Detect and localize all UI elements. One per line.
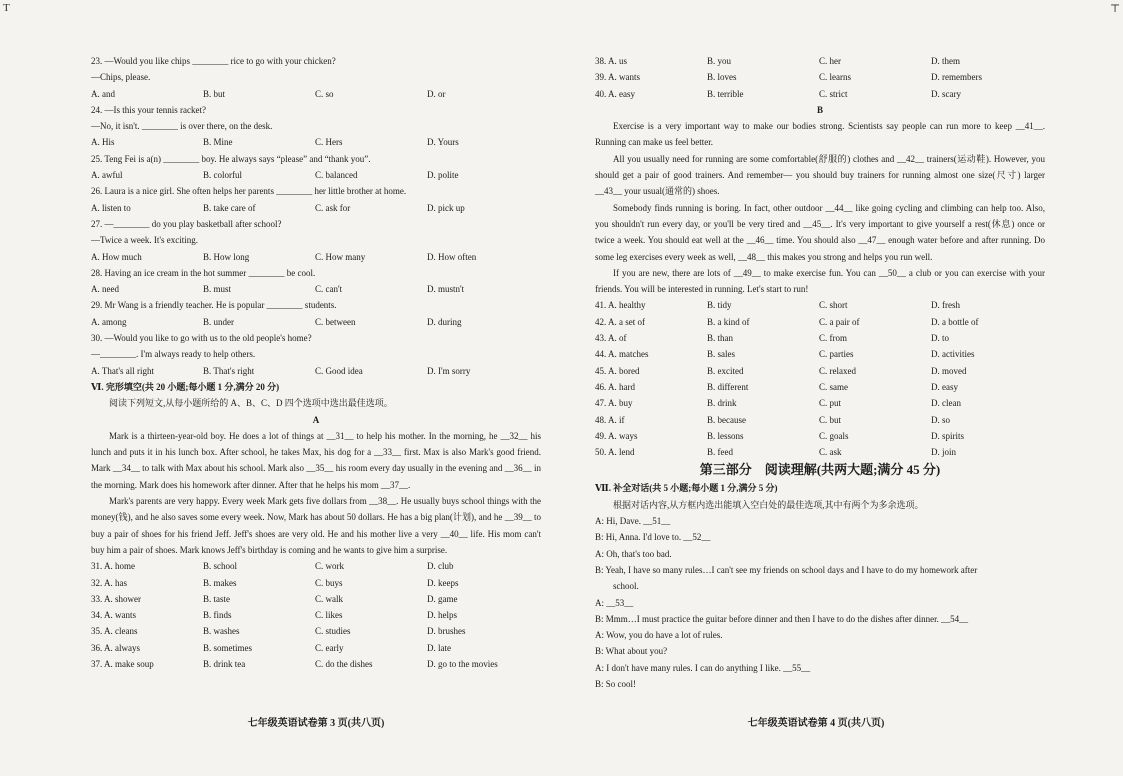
passage-label: A [312,414,320,425]
footer-right: 七年级英语试卷第 4 页(共八页) [747,718,885,729]
option-row [91,200,541,216]
option: C. buys [315,577,343,588]
paragraph: Mark's parents are very happy. Every week Mark gets five dollars from __38__. He usually buys school things with the money(钱), and he also saves some every week. Now, Mark has about 50 dollars. He has a big plan(计划), and he __39__ to buy a pair of shoes for his friend Jeff. Jeff's shoes are very old. He and his mother live a very __40__ life. His mom can't buy him a pair of shoes. Mark knows Jeff's birthday is coming and he wants to give him a surprise. [91,496,541,555]
question-line: A: Oh, that's too bad. [595,548,672,559]
option: C. between [315,316,356,327]
option: B. Mine [203,137,233,148]
option-row [91,363,541,379]
option: D. keeps [427,577,459,588]
section-title: Ⅵ. 完形填空(共 20 小题;每小题 1 分,满分 20 分) [91,381,280,392]
option: 33. A. shower [91,593,141,604]
option: B. must [203,284,232,295]
option: B. under [203,316,234,327]
option: 44. A. matches [595,349,649,360]
option: B. feed [707,447,733,458]
question-line: A: Wow, you do have a lot of rules. [595,630,723,641]
option: B. loves [707,72,737,83]
option: C. relaxed [819,365,856,376]
question-line: B: Mmm…I must practice the guitar before dinner and then I have to do the dishes after dinner. __54__ [595,613,969,624]
option: C. early [315,642,344,653]
option: C. short [819,300,848,311]
option: C. ask [819,447,842,458]
option: 34. A. wants [91,610,136,621]
option: D. during [427,316,462,327]
option: C. learns [819,72,851,83]
option: D. remembers [931,72,982,83]
option: A. awful [91,170,123,181]
option: C. Good idea [315,365,363,376]
option: A. and [91,88,115,99]
option: B. different [707,381,749,392]
question-line: 26. Laura is a nice girl. She often helps her parents ________ her little brother at home. [91,186,407,197]
right-page [595,53,1045,692]
option: D. How often [427,251,477,262]
question-line: 28. Having an ice cream in the hot summer ________ be cool. [91,267,316,278]
option: B. drink tea [203,658,246,669]
option: C. can't [315,284,343,295]
option: D. fresh [931,300,960,311]
option: D. polite [427,170,459,181]
left-page [91,53,541,672]
option: C. likes [315,610,343,621]
option: 43. A. of [595,333,627,344]
option: 40. A. easy [595,88,635,99]
option: B. washes [203,626,240,637]
section-title: Ⅶ. 补全对话(共 5 小题;每小题 1 分,满分 5 分) [595,483,778,494]
option: D. a bottle of [931,316,979,327]
option: C. strict [819,88,848,99]
option-row [595,363,1045,379]
option-row [595,379,1045,395]
passage-label: B [816,104,823,115]
question-line: B: What about you? [595,646,668,657]
option: B. makes [203,577,237,588]
paragraph: 根据对话内容,从方框内选出能填入空白处的最佳选项,其中有两个为多余选项。 [613,499,924,510]
option: C. work [315,561,344,572]
option: D. spirits [931,430,965,441]
option: B. but [203,88,226,99]
option: B. excited [707,365,744,376]
option-row [91,134,541,150]
option: 46. A. hard [595,381,635,392]
question-line: —Chips, please. [91,72,151,83]
option-row [91,167,541,183]
question-line: B: Yeah, I have so many rules…I can't see my friends on school days and I have to do my homework after [595,564,978,575]
option-row [91,591,541,607]
option: D. brushes [427,626,466,637]
question-line: school. [595,581,639,592]
option: C. so [315,88,334,99]
option: B. terrible [707,88,744,99]
question-line: 30. —Would you like to go with us to the old people's home? [91,333,312,344]
option: B. take care of [203,202,256,213]
option-row [91,86,541,102]
option: B. tidy [707,300,732,311]
footer-left: 七年级英语试卷第 3 页(共八页) [247,718,385,729]
paragraph: Exercise is a very important way to make our bodies strong. Scientists say people can run more to keep __41__. Running can make us feel better. [595,121,1045,148]
option: C. ask for [315,202,351,213]
option: D. so [931,414,951,425]
option: 39. A. wants [595,72,640,83]
option: A. How much [91,251,142,262]
question-line: —No, it isn't. ________ is over there, on the desk. [91,121,273,132]
option: B. finds [203,610,232,621]
option-row [91,640,541,656]
option: 47. A. buy [595,398,633,409]
question-line: 25. Teng Fei is a(n) ________ boy. He always says “please” and “thank you”. [91,153,371,164]
option-row [595,346,1045,362]
option: C. put [819,398,842,409]
option-row [595,69,1045,85]
option: C. her [819,56,841,66]
option: D. game [427,593,458,604]
option-row [595,86,1045,102]
question-line: A: Hi, Dave. __51__ [595,516,671,527]
option-row [595,314,1045,330]
option-row [595,412,1045,428]
option: A. That's all right [91,365,154,376]
option-row [91,249,541,265]
option-row [595,428,1045,444]
option-row [595,444,1045,460]
option: 32. A. has [91,577,127,588]
option-row [595,297,1045,313]
option: 49. A. ways [595,430,638,441]
option-row [91,575,541,591]
option: C. do the dishes [315,658,373,669]
option: 35. A. cleans [91,626,138,637]
option: C. Hers [315,137,343,148]
option: A. listen to [91,202,131,213]
corner-mark-right: ⊤ [1110,3,1121,15]
option: C. from [819,333,847,344]
paragraph: 阅读下列短文,从每小题所给的 A、B、C、D 四个选项中选出最佳选项。 [109,398,393,409]
option: B. because [707,414,746,425]
option: D. moved [931,365,967,376]
question-line: B: So cool! [595,678,637,689]
question-line: —________. I'm always ready to help others. [91,349,256,360]
option: 50. A. lend [595,447,635,458]
option: B. sometimes [203,642,252,653]
option: D. join [931,447,957,458]
option: D. Yours [427,137,459,148]
option-row [91,314,541,330]
option: D. pick up [427,202,465,213]
option: C. parties [819,349,854,360]
option: 48. A. if [595,414,625,425]
option-row [595,53,1045,69]
question-line: —Twice a week. It's exciting. [91,235,198,246]
part-heading: 第三部分 阅读理解(共两大题;满分 45 分) [699,462,941,478]
option: D. easy [931,381,958,392]
question-line: A: I don't have many rules. I can do anything I like. __55__ [595,662,811,673]
option: B. That's right [203,365,255,376]
option: 45. A. bored [595,365,640,376]
option-row [91,656,541,672]
question-line: 23. —Would you like chips ________ rice to go with your chicken? [91,56,336,66]
option: C. studies [315,626,351,637]
option-row [595,395,1045,411]
option: C. same [819,381,848,392]
option-row [595,330,1045,346]
option: A. need [91,284,119,295]
corner-mark: T [3,2,10,14]
option: B. How long [203,251,250,262]
option: D. club [427,561,454,572]
option: D. late [427,642,451,653]
option: 37. A. make soup [91,658,154,669]
option-row [91,607,541,623]
option: 42. A. a set of [595,316,645,327]
question-line: A: __53__ [595,597,634,608]
option: B. drink [707,398,737,409]
option: D. to [931,333,949,344]
question-line: B: Hi, Anna. I'd love to. __52__ [595,532,711,543]
question-line: 29. Mr Wang is a friendly teacher. He is popular ________ students. [91,300,337,311]
option: D. scary [931,88,961,99]
option: 38. A. us [595,56,628,66]
option: 36. A. always [91,642,140,653]
option: C. balanced [315,170,358,181]
option: C. goals [819,430,849,441]
option: B. sales [707,349,735,360]
option: C. a pair of [819,316,860,327]
paragraph: Somebody finds running is boring. In fact, other outdoor __44__ like going cycling and climbing can help too. Also, you shouldn't run every day, or you'll be very tired and __45__. It's very important to give yourself a rest(休息) once or twice a week. You should eat well at the __46__ time. You should also __47__ enough water before and after running. Do some leg exercises every week as well, __48__ this makes you strong and helps you run well. [595,202,1045,262]
option: B. a kind of [707,316,750,327]
option: A. among [91,316,127,327]
paragraph: If you are new, there are lots of __49__ to make exercise fun. You can __50__ a club or you can exercise with your friends. You will be interested in running. Let's start to run! [595,267,1045,295]
option: D. go to the movies [427,658,498,669]
option: C. walk [315,593,343,604]
question-line: 27. —________ do you play basketball after school? [91,218,282,229]
question-line: 24. —Is this your tennis racket? [91,104,206,115]
option: D. or [427,88,446,99]
option: D. activities [931,349,975,360]
option: C. How many [315,251,366,262]
paragraph: All you usually need for running are some comfortable(舒服的) clothes and __42__ trainers(运动鞋). However, you should get a pair of good trainers. And remember— you should buy trainers for running almost one size(尺寸) larger __43__ your usual(通常的) shoes. [595,153,1045,197]
option: 41. A. healthy [595,300,646,311]
option: D. helps [427,610,457,621]
option: B. school [203,561,238,572]
option: D. mustn't [427,284,465,295]
option: D. I'm sorry [427,365,471,376]
option: B. you [707,56,732,66]
option: C. but [819,414,842,425]
option: A. His [91,137,115,148]
option: B. taste [203,593,230,604]
option: B. lessons [707,430,744,441]
option-row [91,623,541,639]
option-row [91,558,541,574]
option-row [91,281,541,297]
paragraph: Mark is a thirteen-year-old boy. He does a lot of things at __31__ to help his mother. In the morning, he __32__ his lunch and puts it in his lunch box. After school, he takes Max, his dog for a __33__ first. Max is also Mark's good friend. Mark __34__ to talk with Max about his school. Mark also __35__ his room every day usually in the evening and __36__ in the morning. Mark does his homework after dinner. After that he helps his mom __37__. [91,430,541,490]
option: D. them [931,56,960,66]
option: B. colorful [203,170,242,181]
option: D. clean [931,398,961,409]
option: B. than [707,333,733,344]
option: 31. A. home [91,561,135,572]
